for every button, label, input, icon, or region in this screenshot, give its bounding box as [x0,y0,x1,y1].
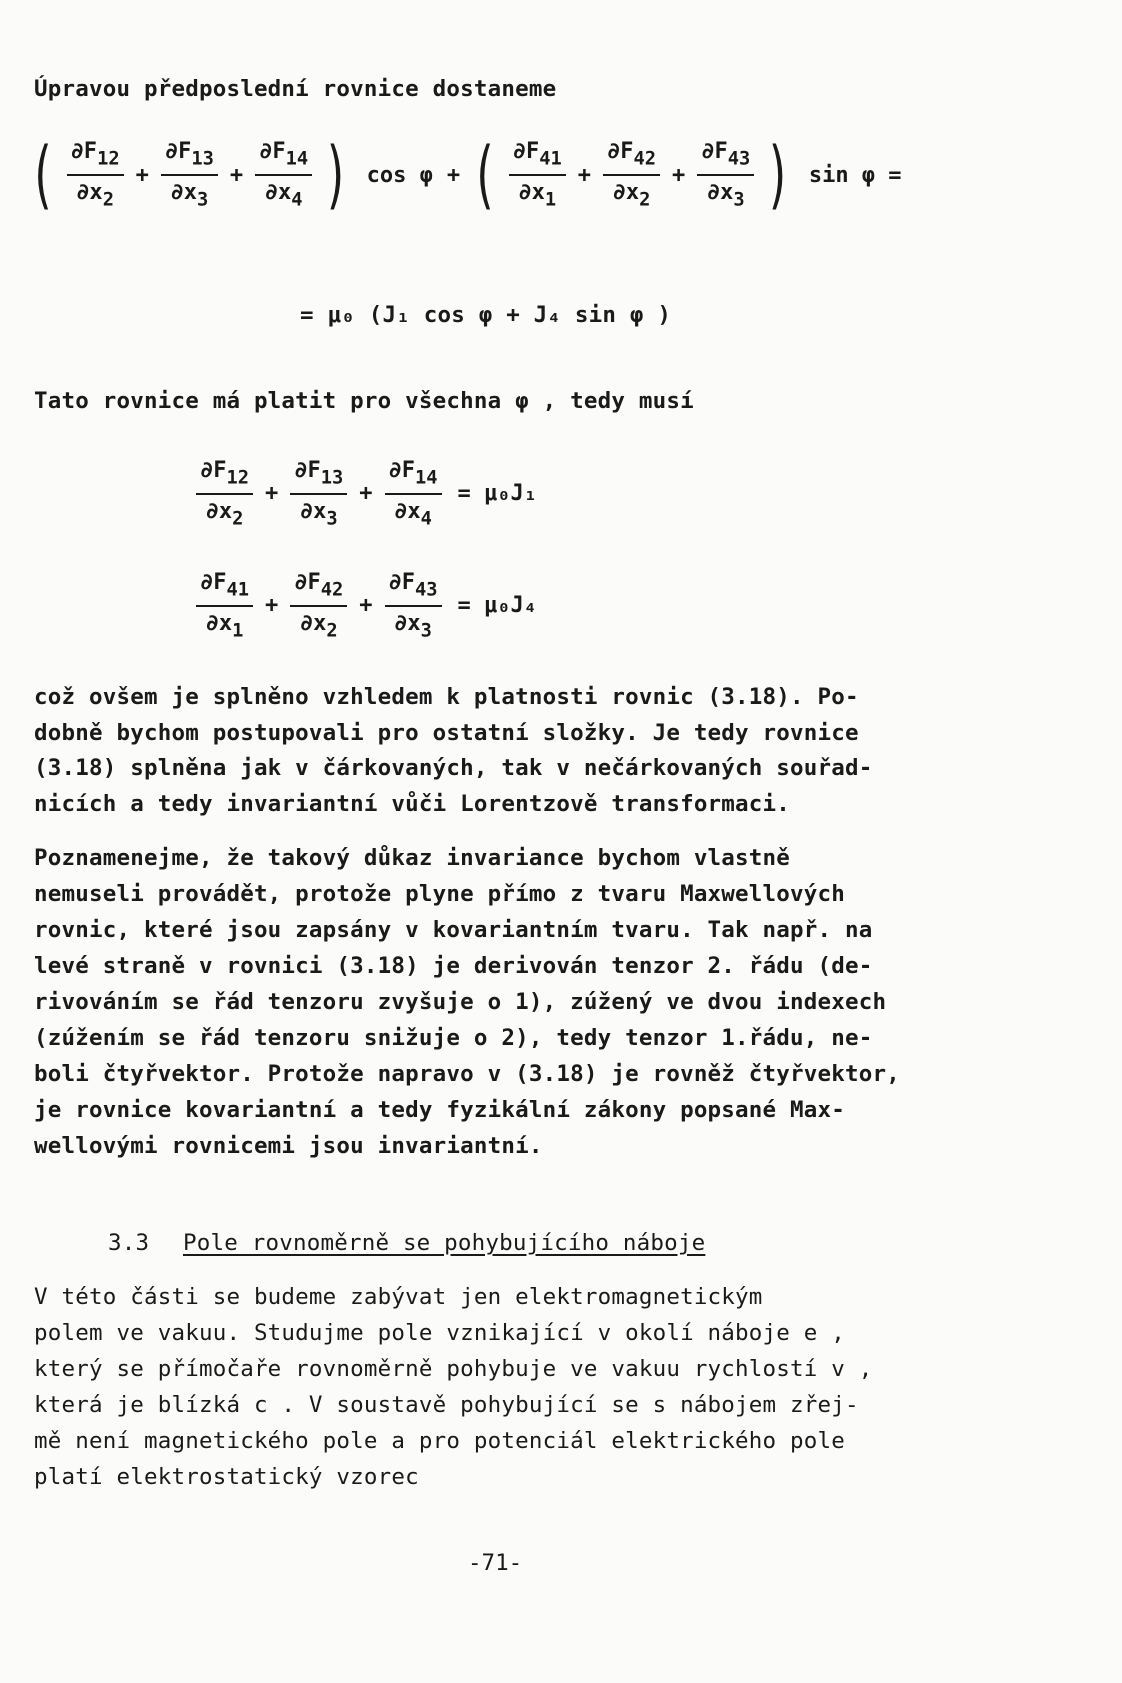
paragraph-3-line: mě není magnetického pole a pro potenciál elektrického pole [34,1428,846,1454]
right-paren: ) [323,132,350,218]
fraction: $\frac{\partial F_{42}}{\partial x_2}$ [290,570,347,641]
fraction: $\frac{\partial F_{13}}{\partial x_3}$ [161,139,218,210]
paragraph-3-line: polem ve vakuu. Studujme pole vznikající v okolí náboje e , [34,1320,846,1346]
paragraph-2-line: rovnic, které jsou zapsány v kovariantním tvaru. Tak např. na [34,917,873,943]
paragraph-2-line: levé straně v rovnici (3.18) je derivován tenzor 2. řádu (de- [34,953,873,979]
fraction: $\frac{\partial F_{14}}{\partial x_4}$ [255,139,312,210]
paragraph-1-line: nicích a tedy invariantní vůči Lorentzově transformaci. [34,791,791,817]
section-heading [108,1230,705,1256]
left-paren: ( [471,132,498,218]
right-paren: ) [765,132,792,218]
fraction: $\frac{\partial F_{43}}{\partial x_3}$ [385,570,442,641]
paragraph-2-line: wellovými rovnicemi jsou invariantní. [34,1133,543,1159]
equation-2-rhs: = μ₀J₁ [457,481,538,507]
cos-term: cos φ [366,162,433,188]
page-number: -71- [468,1550,523,1576]
fraction: $\frac{\partial F_{13}}{\partial x_3}$ [290,458,347,529]
fraction: $\frac{\partial F_{42}}{\partial x_2}$ [603,139,660,210]
equation-2: $\frac{\partial F_{12}}{\partial x_2}$ + $\frac{\partial F_{13}}{\partial x_3}$ + $\frac{\partial F_{14}}{\partial x_4}$ = μ₀J₁ [190,458,537,529]
paragraph-1-line: dobně bychom postupovali pro ostatní složky. Je tedy rovnice [34,720,859,746]
fraction: $\frac{\partial F_{12}}{\partial x_2}$ [196,458,253,529]
fraction: $\frac{\partial F_{43}}{\partial x_3}$ [697,139,754,210]
paragraph-1-line: (3.18) splněna jak v čárkovaných, tak v nečárkovaných souřad- [34,755,873,781]
paragraph-2-line: (zúžením se řád tenzoru snižuje o 2), tedy tenzor 1.řádu, ne- [34,1025,873,1051]
equation-3-rhs: = μ₀J₄ [457,593,538,619]
tato-line: Tato rovnice má platit pro všechna φ , tedy musí [34,388,694,414]
intro-line: Úpravou předposlední rovnice dostaneme [34,76,557,102]
fraction: $\frac{\partial F_{14}}{\partial x_4}$ [385,458,442,529]
paragraph-1-line: což ovšem je splněno vzhledem k platnosti rovnic (3.18). Po- [34,684,859,710]
fraction: $\frac{\partial F_{41}}{\partial x_1}$ [509,139,566,210]
paragraph-3-line: která je blízká c . V soustavě pohybující se s nábojem zřej- [34,1392,859,1418]
paragraph-2-line: Poznamenejme, že takový důkaz invariance bychom vlastně [34,845,791,871]
equation-3: $\frac{\partial F_{41}}{\partial x_1}$ + $\frac{\partial F_{42}}{\partial x_2}$ + $\frac{\partial F_{43}}{\partial x_3}$ = μ₀J₄ [190,570,537,641]
paragraph-3-line: platí elektrostatický vzorec [34,1464,419,1490]
paragraph-2-line: boli čtyřvektor. Protože napravo v (3.18) je rovněž čtyřvektor, [34,1061,901,1087]
paragraph-3-line: který se přímočaře rovnoměrně pohybuje ve vakuu rychlostí v , [34,1356,873,1382]
section-number: 3.3 [108,1230,150,1256]
section-title: Pole rovnoměrně se pohybujícího náboje [183,1230,706,1256]
paragraph-2-line: je rovnice kovariantní a tedy fyzikální zákony popsané Max- [34,1097,846,1123]
equation-1-lhs: ( $\frac{\partial F_{12}}{\partial x_2}$ + $\frac{\partial F_{13}}{\partial x_3}$ + $\frac{\partial F_{14}}{\partial x_4}$ ) cos φ + ( $\frac{\partial F_{41}}{\partial x_1}$ + $\frac{\partial F_{42}}{\partial x_2}$ + $\frac{\partial F_{43}}{\partial x_3}$ ) sin φ = [28,132,902,218]
equation-1-rhs: = μ₀ (J₁ cos φ + J₄ sin φ ) [300,302,672,328]
paragraph-2-line: rivováním se řád tenzoru zvyšuje o 1), zúžený ve dvou indexech [34,989,887,1015]
fraction: $\frac{\partial F_{41}}{\partial x_1}$ [196,570,253,641]
paragraph-2-line: nemuseli provádět, protože plyne přímo z tvaru Maxwellových [34,881,846,907]
fraction: $\frac{\partial F_{12}}{\partial x_2}$ [67,139,124,210]
paragraph-3-line: V této části se budeme zabývat jen elektromagnetickým [34,1284,763,1310]
left-paren: ( [28,132,56,218]
sin-term: sin φ = [808,162,902,188]
